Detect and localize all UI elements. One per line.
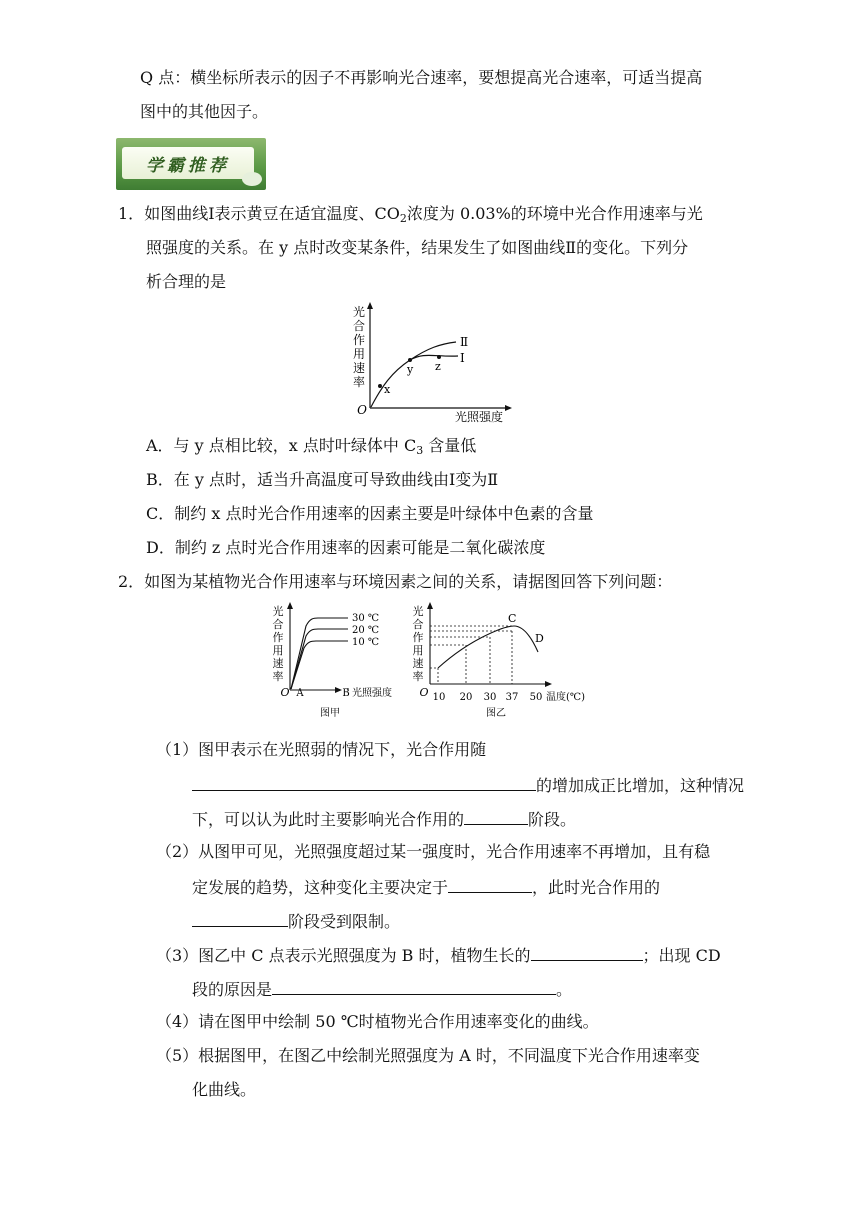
q1-point-y — [408, 358, 412, 362]
q2-part-1-line-2 — [192, 772, 744, 798]
q2-part-2-line-2 — [192, 874, 660, 900]
svg-text:光: 光 — [272, 605, 284, 618]
q2-part-3-line-1 — [156, 942, 721, 968]
q1-stem-a: 如图曲线Ⅰ表示黄豆在适宜温度、CO — [144, 204, 400, 223]
q2-blank-4[interactable] — [192, 908, 288, 927]
q1-y-arrow — [367, 302, 373, 309]
q2-part-5-line-2: 化曲线。 — [192, 1080, 257, 1099]
q2-blank-2[interactable] — [464, 806, 528, 825]
q2-part-1-line-3 — [192, 806, 576, 832]
q1-number: 1． — [118, 204, 145, 223]
svg-text:速: 速 — [412, 657, 424, 670]
q1-option-b: B．在 y 点时，适当升高温度可导致曲线由Ⅰ变为Ⅱ — [146, 470, 499, 489]
svg-text:用: 用 — [272, 644, 284, 657]
fig-b-caption: 图乙 — [486, 708, 506, 719]
fig-b-tick-30: 30 — [483, 692, 497, 703]
banner-label: 学霸推荐 — [122, 147, 254, 179]
q2-part-3-text-d: 。 — [556, 980, 573, 999]
q2-blank-6[interactable] — [272, 976, 556, 995]
recommend-banner — [116, 138, 266, 190]
q1-option-a-tail: 含量低 — [423, 436, 477, 455]
q1-option-d: D．制约 z 点时光合作用速率的因素可能是二氧化碳浓度 — [146, 538, 546, 557]
fig-b-tick-20: 20 — [459, 692, 473, 703]
q2-part-1-text-c: 下，可以认为此时主要影响光合作用的 — [192, 810, 465, 829]
q1-ylabel-1: 光 — [352, 305, 366, 319]
fig-b-curve — [438, 626, 538, 668]
fig-a-xlabel: 光照强度 — [352, 688, 392, 699]
q2-part-2-text-d: 阶段受到限制。 — [288, 912, 401, 931]
fig-b-point-c: C — [508, 612, 517, 625]
fig-a-label-30: 30 ℃ — [352, 613, 380, 624]
q1-origin: O — [357, 403, 367, 417]
q2-part-3-text-a: （3）图乙中 C 点表示光照强度为 B 时，植物生长的 — [156, 946, 531, 965]
fig-a-tick-b: B — [342, 688, 350, 699]
q1-curve-1 — [371, 355, 458, 407]
q1-point-x-label: x — [384, 383, 391, 396]
q1-c3-subscript: 3 — [416, 444, 424, 457]
svg-text:率: 率 — [272, 670, 284, 683]
fig-b-tick-10: 10 — [432, 692, 446, 703]
q1-option-a — [146, 434, 476, 463]
q2-part-1-line-1: （1）图甲表示在光照弱的情况下，光合作用随 — [156, 740, 487, 759]
fig-a-caption: 图甲 — [320, 708, 340, 719]
q1-xlabel: 光照强度 — [455, 410, 504, 424]
fig-b-xlabel: 温度(℃) — [546, 692, 585, 703]
q1-point-z-label: z — [435, 360, 441, 373]
q1-stem-line-1 — [118, 202, 703, 231]
fig-b-tick-50: 50 — [529, 692, 543, 703]
q2-part-5-line-1: （5）根据图甲，在图乙中绘制光照强度为 A 时，不同温度下光合作用速率变 — [156, 1046, 700, 1065]
svg-text:合: 合 — [272, 618, 284, 631]
q2-part-3-line-2 — [192, 976, 572, 1002]
q1-option-a-text: A．与 y 点相比较，x 点时叶绿体中 C — [146, 436, 417, 455]
fig-a-origin: O — [280, 686, 290, 699]
svg-text:用: 用 — [412, 644, 424, 657]
q1-curve-1-label: Ⅰ — [460, 351, 465, 365]
q2-figure-b — [408, 600, 620, 724]
q1-x-arrow — [505, 405, 512, 411]
q2-part-1-text-b: 的增加成正比增加，这种情况 — [536, 776, 745, 795]
fig-b-point-d: D — [535, 632, 544, 645]
q1-ylabel-2: 合 — [352, 319, 366, 333]
svg-text:作: 作 — [272, 631, 284, 644]
svg-text:率: 率 — [412, 670, 424, 683]
q1-curve-2-label: Ⅱ — [460, 335, 469, 349]
q1-ylabel-4: 用 — [352, 347, 366, 361]
q1-stem-b: 浓度为 0.03%的环境中光合作用速率与光 — [406, 204, 703, 223]
q1-figure — [340, 300, 520, 428]
banner-decoration — [242, 172, 262, 186]
intro-line-1: Q 点：横坐标所表示的因子不再影响光合速率，要想提高光合速率，可适当提高 — [140, 68, 703, 87]
svg-text:作: 作 — [412, 631, 424, 644]
q2-number: 2． — [118, 572, 145, 591]
intro-line-2: 图中的其他因子。 — [140, 102, 269, 121]
q2-blank-1[interactable] — [192, 772, 536, 791]
q1-point-y-label: y — [407, 363, 414, 376]
q2-part-2-line-3 — [192, 908, 400, 934]
q1-ylabel-5: 速 — [352, 361, 366, 375]
svg-text:光: 光 — [412, 605, 424, 618]
q2-stem-text: 如图为某植物光合作用速率与环境因素之间的关系，请据图回答下列问题： — [144, 572, 673, 591]
fig-b-origin: O — [419, 686, 429, 699]
q1-ylabel-6: 率 — [352, 375, 366, 389]
fig-a-label-20: 20 ℃ — [352, 625, 380, 636]
q2-part-2-text-b: 定发展的趋势，这种变化主要决定于 — [192, 878, 449, 897]
fig-a-tick-a: A — [296, 688, 304, 699]
q2-part-1-text-d: 阶段。 — [528, 810, 577, 829]
q2-part-2-line-1: （2）从图甲可见，光照强度超过某一强度时，光合作用速率不再增加，且有稳 — [156, 842, 711, 861]
q1-point-z — [437, 355, 441, 359]
q2-part-3-text-c: 段的原因是 — [192, 980, 273, 999]
fig-a-label-10: 10 ℃ — [352, 637, 380, 648]
q1-option-c: C．制约 x 点时光合作用速率的因素主要是叶绿体中色素的含量 — [146, 504, 594, 523]
q2-blank-3[interactable] — [448, 874, 532, 893]
fig-a-curve-20 — [291, 629, 348, 689]
q1-ylabel-3: 作 — [352, 333, 366, 347]
q2-part-2-text-c: ，此时光合作用的 — [532, 878, 661, 897]
q1-stem-line-2: 照强度的关系。在 y 点时改变某条件，结果发生了如图曲线Ⅱ的变化。下列分 — [146, 238, 689, 257]
q2-blank-5[interactable] — [531, 942, 643, 961]
svg-text:速: 速 — [272, 657, 284, 670]
q2-part-3-text-b: ；出现 CD — [642, 946, 721, 965]
q2-part-4: （4）请在图甲中绘制 50 ℃时植物光合作用速率变化的曲线。 — [156, 1012, 599, 1031]
fig-a-curve-10 — [291, 641, 348, 689]
svg-text:合: 合 — [412, 618, 424, 631]
q1-stem-line-3: 析合理的是 — [146, 272, 227, 291]
q2-figure-a — [268, 600, 408, 724]
fig-b-tick-37: 37 — [505, 692, 519, 703]
q1-co2-subscript: 2 — [399, 212, 407, 225]
q1-point-x — [378, 384, 382, 388]
fig-b-guides — [430, 626, 512, 684]
q2-stem — [118, 570, 672, 594]
